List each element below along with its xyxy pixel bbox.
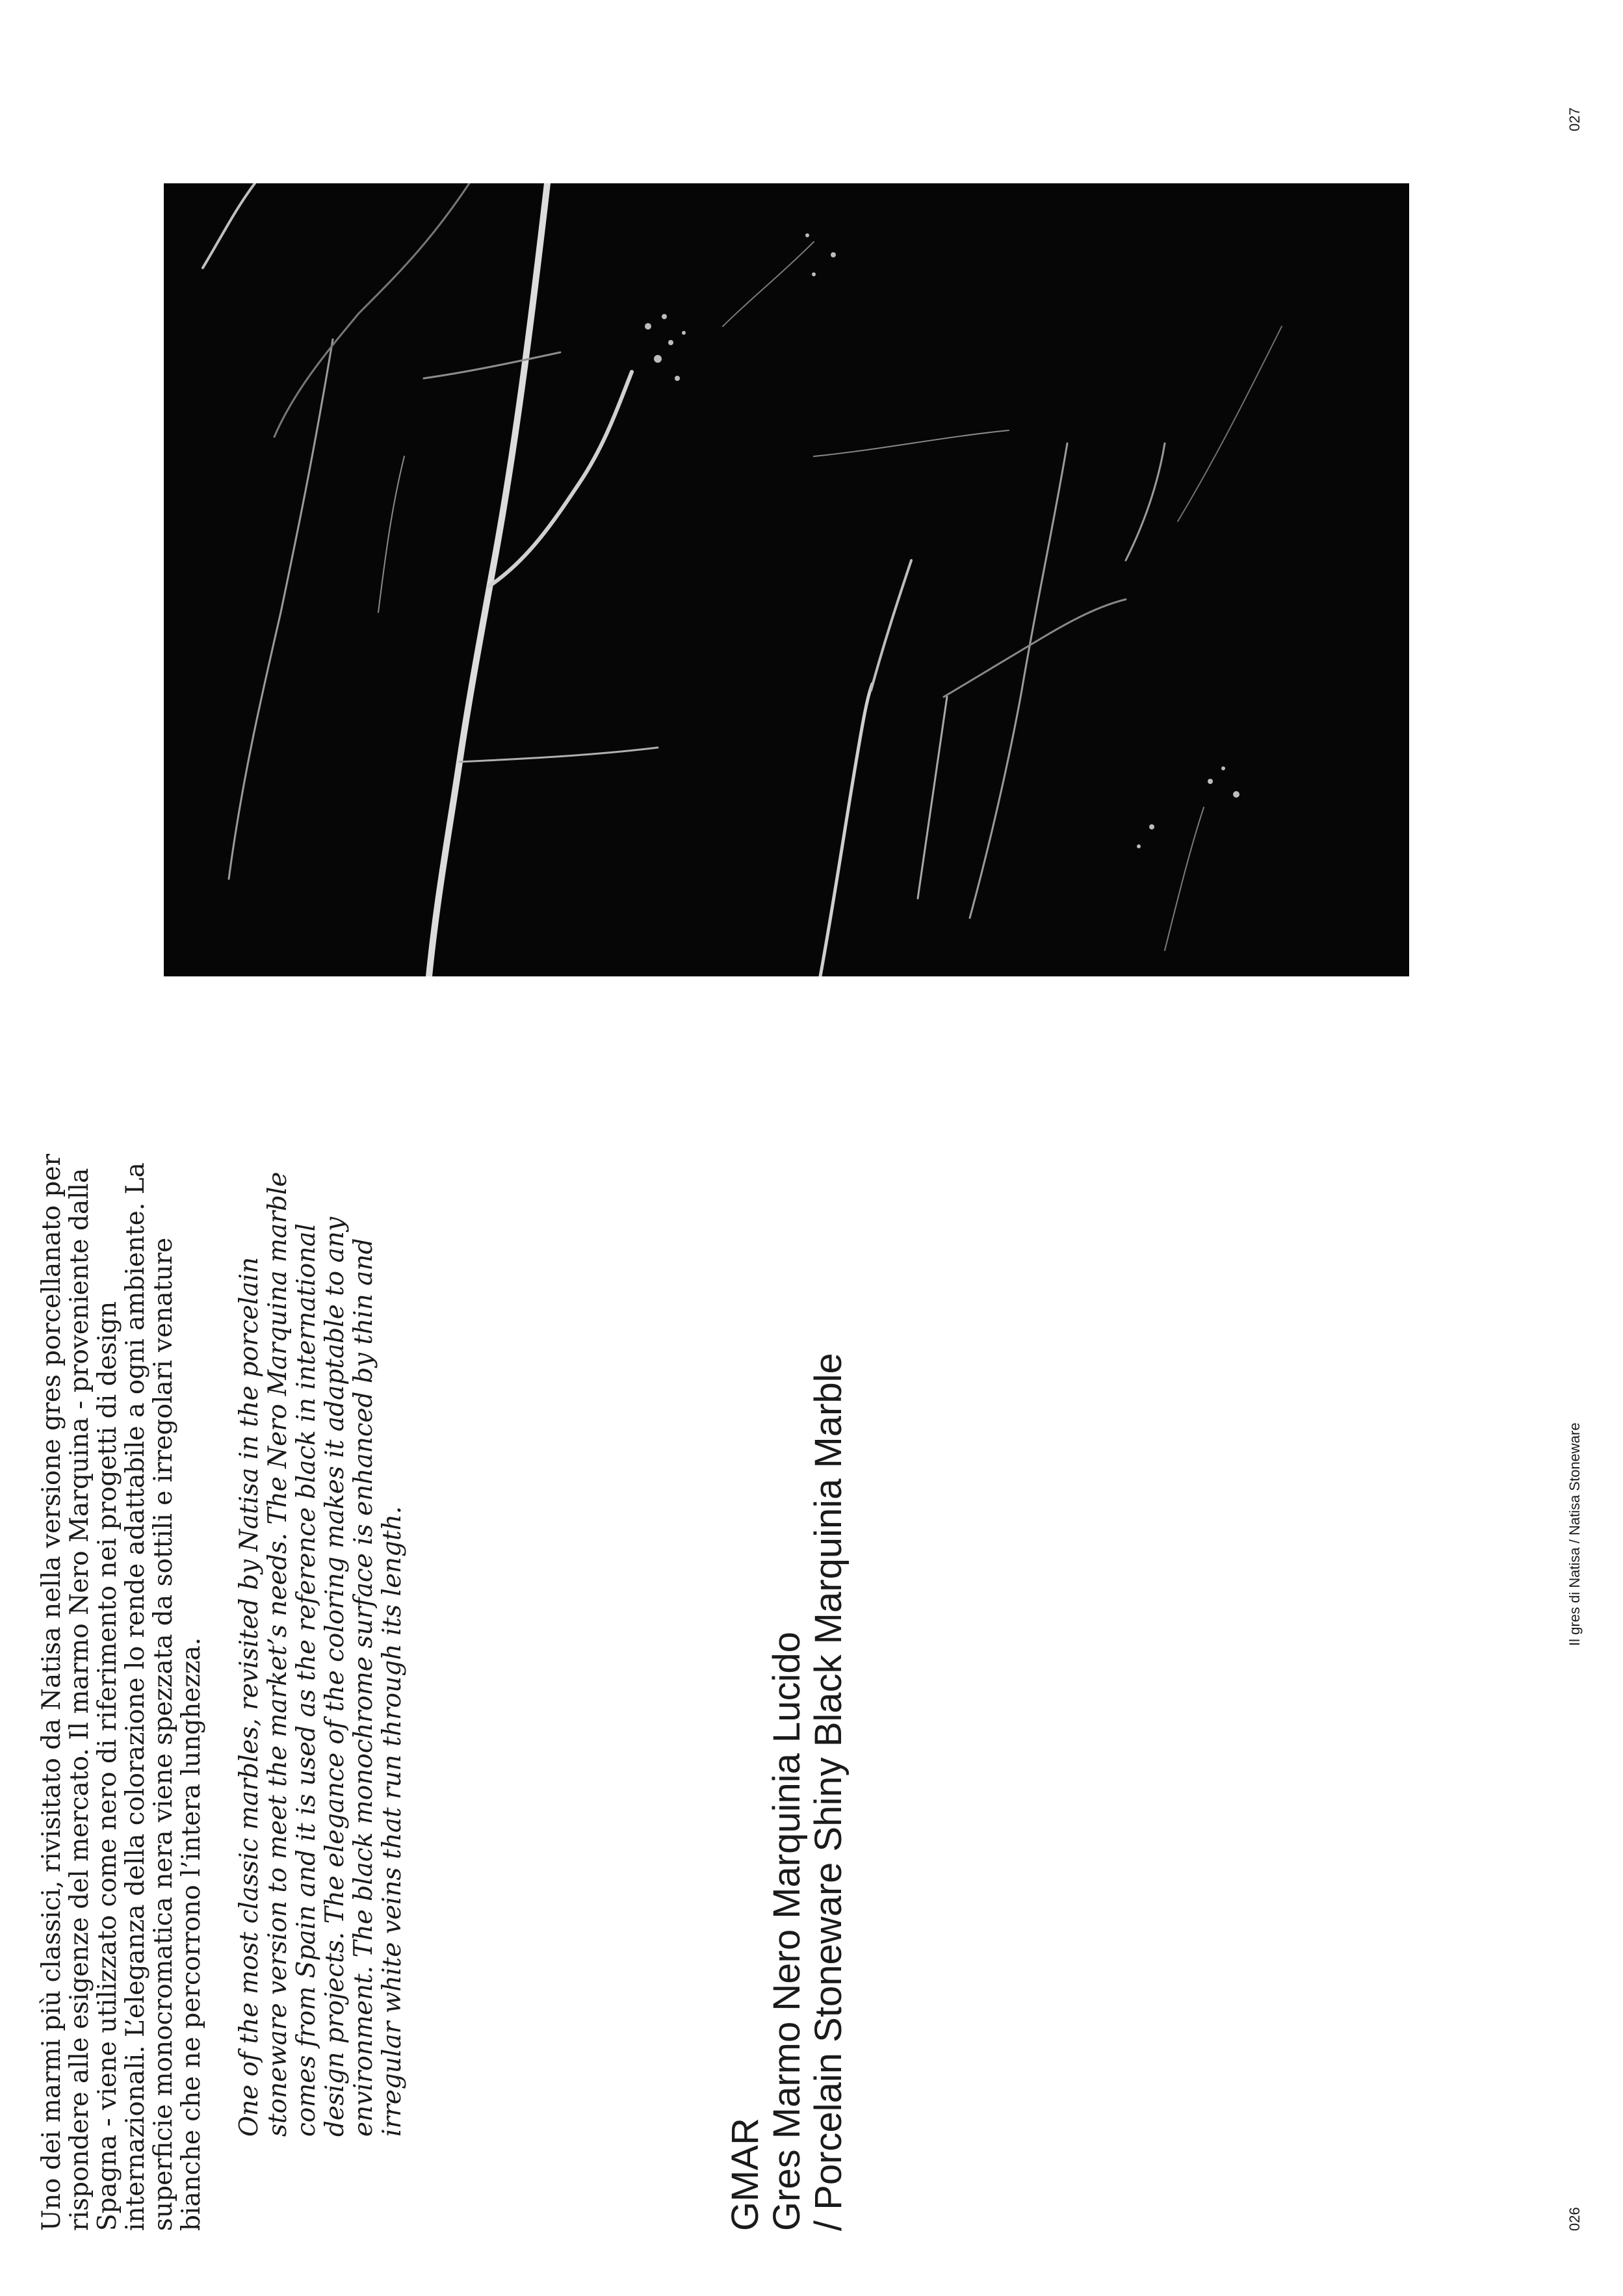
- marble-texture-image: [164, 183, 1409, 976]
- running-title: Il gres di Natisa / Natisa Stoneware: [1566, 1422, 1583, 1646]
- page-number-left: 026: [1566, 2207, 1583, 2231]
- italian-description: Uno dei marmi più classici, rivisitato da Natisa nella versione gres porcellanato per rispondere alle esigenze del mercato. Il marmo Nero Marquina - proveniente dalla Spagna - viene utilizzato come nero di riferimento nei progetti di design internazionali. L’eleganza della colorazione lo rende adattabile a ogni ambiente. La superficie monocromatica nera viene spezzata da sottili e irregolari venature bianche che ne percorrono l’intera lunghezza.: [37, 1153, 206, 2231]
- english-description: One of the most classic marbles, revisited by Natisa in the porcelain stoneware version to meet the market’s needs. The Nero Marquina marble comes from Spain and it is used as the reference black in international design projects. The elegance of the coloring makes it adaptable to any environment. The black monochrome surface is enhanced by thin and irregular white veins that run through its length.: [235, 1171, 407, 2137]
- product-name-italian: Gres Marmo Nero Marquinia Lucido: [766, 1632, 808, 2231]
- product-code: GMAR: [724, 2118, 766, 2231]
- product-name-english: / Porcelain Stoneware Shiny Black Marquinia Marble: [807, 1353, 850, 2231]
- marble-veins-graphic: [164, 183, 1409, 976]
- page-number-right: 027: [1566, 107, 1583, 131]
- product-title-block: [725, 1353, 850, 2231]
